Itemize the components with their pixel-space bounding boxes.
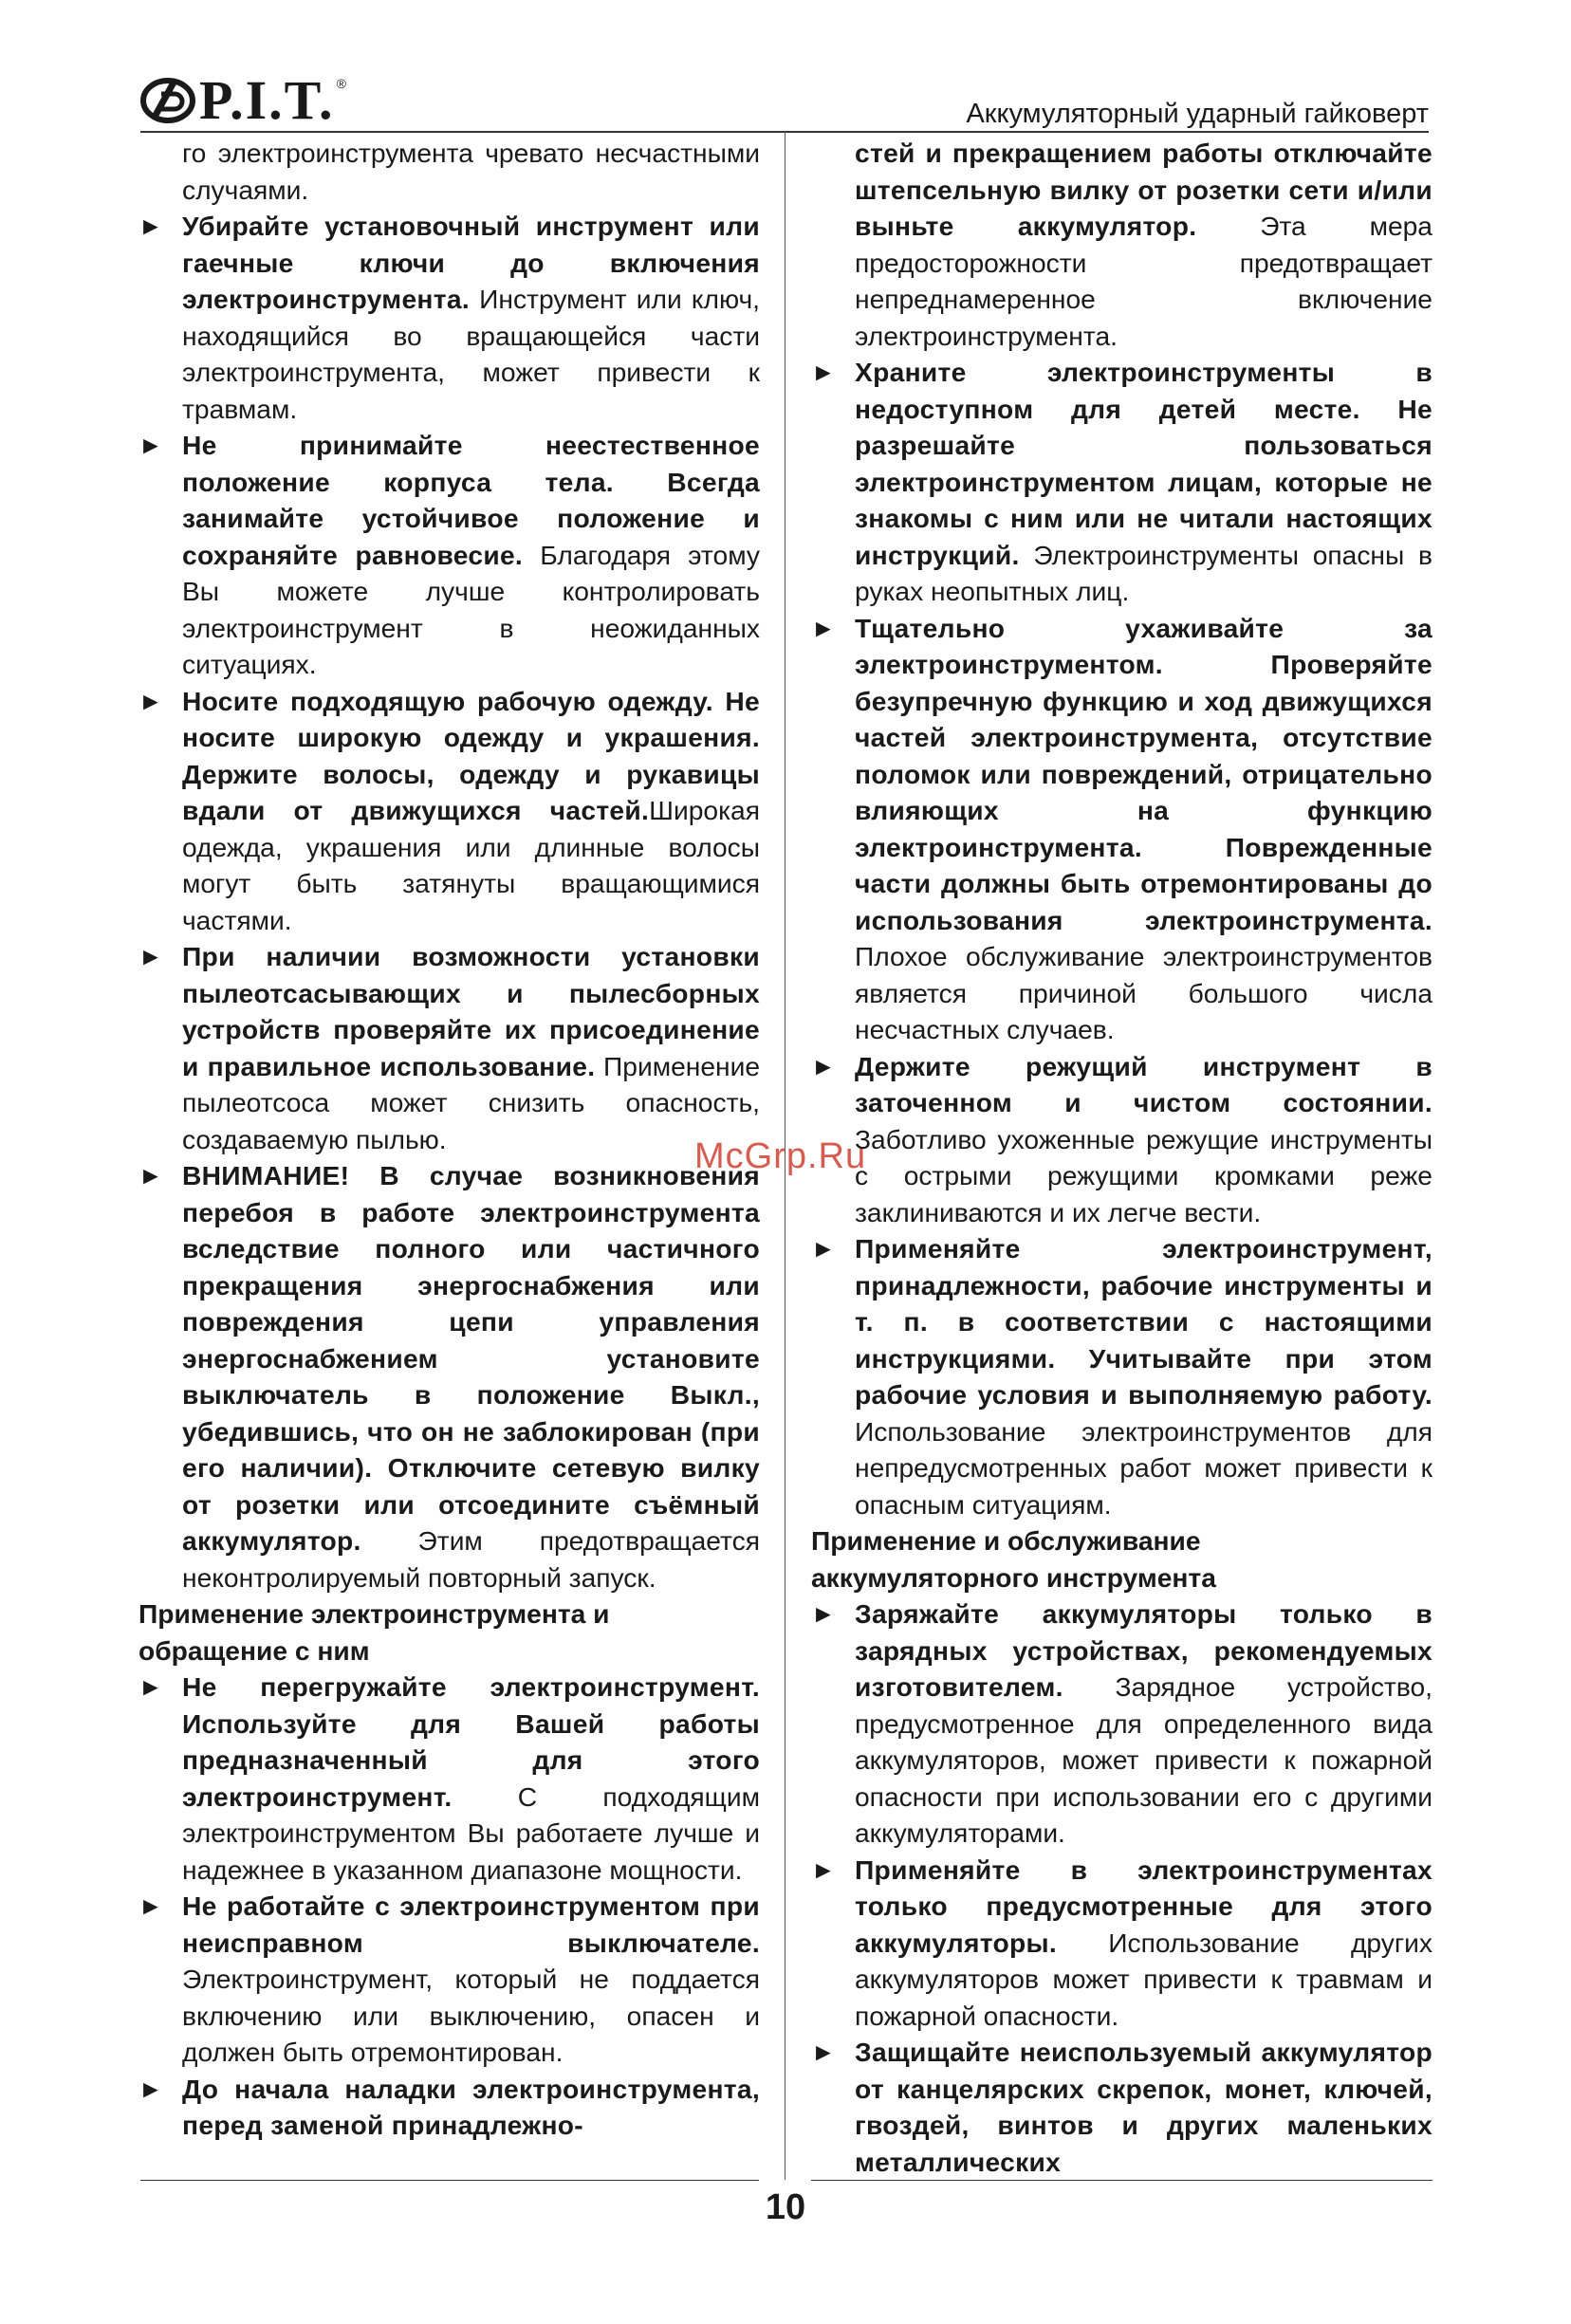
bullet-arrow-icon: ► [139,942,163,970]
bullet-arrow-icon: ► [139,1891,163,1920]
item-text: Применение пылеотсоса может снизить опасность, создаваемую пылью. [182,1050,760,1154]
brand-name: P.I.T. [199,69,335,131]
watermark: McGrp.Ru [694,1136,867,1176]
list-item [811,610,1432,1048]
list-item [139,938,760,1157]
item-text: Благодаря этому Вы можете лучше контролировать электроинструмент в неожиданных ситуациях. [182,539,760,679]
list-item [811,1852,1432,2035]
footer-rule-right [811,2180,1432,2181]
pit-logo-icon [140,77,195,124]
item-bold: стей и прекращением работы отключайте штепсельную вилку от розетки сети и/или выньте аккумулятор. [855,138,1432,241]
list-item [139,683,760,939]
list-item [139,2071,760,2144]
bullet-arrow-icon: ► [139,1161,163,1190]
item-bold: Убирайте установочный инструмент или гаечные ключи до включения электроинструмента. [182,211,760,314]
bullet-arrow-icon: ► [139,431,163,459]
bullet-arrow-icon: ► [139,1672,163,1701]
list-item [139,1157,760,1595]
item-text: С подходящим электроинструментом Вы работаете лучше и надежнее в указанном диапазоне мощности. [182,1780,760,1885]
item-text: Эта мера предосторожности предотвращает непреднамеренное включение электроинструмента. [855,211,1432,351]
right-list-1 [811,354,1432,1522]
bullet-arrow-icon: ► [811,1854,836,1884]
list-item [811,354,1432,610]
bullet-arrow-icon: ► [139,686,163,715]
item-text: Электроинструменты опасны в руках неопытных лиц. [855,539,1432,606]
left-list-1 [139,208,760,1595]
item-bold: Держите режущий инструмент в заточенном и чистом состоянии. [855,1050,1432,1117]
list-item [811,2034,1432,2180]
item-bold: Заряжайте аккумуляторы только в зарядных устройствах, рекомендуемых изготовителем. [855,1598,1432,1702]
item-text: Этим предотвращается неконтролируемый повторный запуск. [182,1525,760,1593]
item-text: Инструмент или ключ, находящийся во вращающейся части электроинструмента, может привести к травмам. [182,284,760,424]
list-item [811,1048,1432,1231]
section-heading: Применение и обслуживание аккумуляторного инструмента [811,1525,1216,1593]
item-bold: Не работайте с электроинструментом при неисправном выключателе. [182,1891,760,1958]
continued-paragraph [811,135,1432,354]
document-title: Аккумуляторный ударный гайковерт [966,99,1429,129]
right-list-2 [811,1595,1432,2180]
list-item [139,1669,760,1888]
item-bold: Носите подходящую рабочую одежду. Не носите широкую одежду и украшения. Держите волосы, одежду и рукавицы вдали от движущихся частей. [182,685,760,825]
list-item [811,1595,1432,1852]
item-text: Заботливо ухоженные режущие инструменты с острыми режущими кромками реже заклиниваются и их легче вести. [855,1123,1432,1227]
item-bold: Применяйте электроинструмент, принадлежности, рабочие инструменты и т. п. в соответствии с настоящими инструкциями. Учитывайте при этом рабочие условия и выполняемую работу. [855,1233,1432,1410]
bullet-arrow-icon: ► [139,212,163,240]
item-bold: Храните электроинструменты в недоступном для детей месте. Не разрешайте пользоваться электроинструментом лицам, которые не знакомы с ним или не читали настоящих инструкций. [855,357,1432,570]
item-text: Электроинструмент, который не поддается включению или выключению, опасен и должен быть отремонтирован. [182,1964,760,2067]
bullet-arrow-icon: ► [811,613,836,642]
item-bold: При наличии возможности установки пылеотсасывающих и пылесборных устройств проверяйте их присоединение и правильное использование. [182,941,760,1081]
left-column [139,135,760,2144]
bullet-arrow-icon: ► [139,2074,163,2103]
section-heading: Применение электроинструмента и обращение с ним [139,1598,610,1666]
bullet-arrow-icon: ► [811,358,836,386]
list-item [139,208,760,427]
bullet-arrow-icon: ► [811,1234,836,1263]
brand-logo [140,70,346,131]
item-bold: Применяйте в электроинструментах только предусмотренные для этого аккумуляторы. [855,1854,1432,1958]
left-list-2 [139,1669,760,2144]
bullet-arrow-icon: ► [811,1599,836,1628]
page-number: 10 [765,2187,806,2227]
list-item [811,1230,1432,1522]
item-bold: ВНИМАНИЕ! В случае возникновения перебоя в работе электроинструмента вследствие полного или частичного прекращения энергоснабжения или повреждения цепи управления энергоснабжением установите выключатель в положение Выкл., убедившись, что он не заблокирован (при его наличии). Отключите сетевую вилку от розетки или отсоедините съёмный аккумулятор. [182,1160,760,1556]
bullet-arrow-icon: ► [811,2038,836,2066]
item-text: Зарядное устройство, предусмотренное для определенного вида аккумуляторов, может привести к пожарной опасности при использовании его с другими аккумуляторами. [855,1671,1432,1848]
right-column [811,135,1432,2180]
list-item [139,1888,760,2071]
footer-rule-left [140,2180,759,2181]
list-item [139,427,760,683]
brand-registered-mark: ® [336,76,346,91]
item-text: Плохое обслуживание электроинструментов является причиной большого числа несчастных случаев. [855,941,1432,1044]
intro-paragraph: го электроинструмента чревато несчастными случаями. [182,138,760,205]
item-text: Использование других аккумуляторов может привести к травмам и пожарной опасности. [855,1927,1432,2031]
item-bold: Не принимайте неестественное положение корпуса тела. Всегда занимайте устойчивое положение и сохраняйте равновесие. [182,430,760,570]
bullet-arrow-icon: ► [811,1051,836,1080]
item-text: Широкая одежда, украшения или длинные волосы могут быть затянуты вращающимися частями. [182,795,760,935]
item-bold: Тщательно ухаживайте за электроинструментом. Проверяйте безупречную функцию и ход движущихся частей электроинструмента, отсутствие поломок или повреждений, отрицательно влияющих на функцию электроинструмента. Поврежденные части должны быть отремонтированы до использования электроинструмента. [855,612,1432,935]
item-bold: Защищайте неиспользуемый аккумулятор от канцелярских скрепок, монет, ключей, гвоздей, винтов и других маленьких металлических [855,2037,1432,2177]
item-bold: До начала наладки электроинструмента, перед заменой принадлежно- [182,2073,760,2140]
item-text: Использование электроинструментов для непредусмотренных работ может привести к опасным ситуациям. [855,1415,1432,1520]
item-bold: Не перегружайте электроинструмент. Используйте для Вашей работы предназначенный для этого электроинструмент. [182,1671,760,1812]
